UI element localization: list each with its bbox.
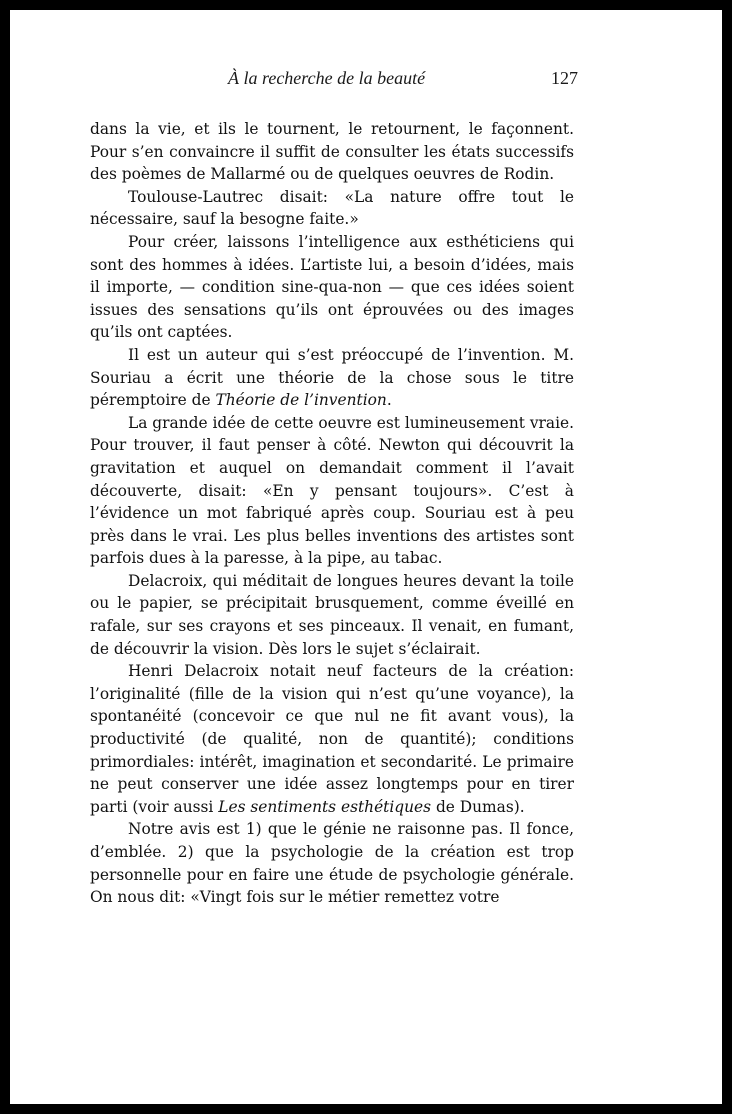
body-text [90,118,574,909]
paragraph: dans la vie, et ils le tournent, le retournent, le façonnent. Pour s’en convaincre il suffit de consulter les états successifs des poèmes de Mallarmé ou de quelques oeuvres de Rodin. [90,120,574,184]
book-page [10,10,722,1104]
running-title: À la recherche de la beauté [228,68,426,88]
paragraph: La grande idée de cette oeuvre est lumineusement vraie. Pour trouver, il faut penser à côté. Newton qui découvrit la gravitation et auquel on demandait comment il l’avait découverte, disait: «En y pensant toujours». C’est à l’évidence un mot fabriqué après coup. Souriau est à peu près dans le vrai. Les plus belles inventions des artistes sont parfois dues à la paresse, à la pipe, au tabac. [90,413,574,568]
paragraph: Henri Delacroix notait neuf facteurs de la création: l’originalité (fille de la vision qui n’est qu’une voyance), la spontanéité (concevoir ce que nul ne fit avant vous), la productivité (de qualité, non de quantité); conditions primordiales: intérêt, imagination et secondarité. Le primaire ne peut conserver une idée assez longtemps pour en tirer parti (voir aussi Les sentiments esthétiques de Dumas). [90,662,574,816]
book-title-theorie-invention: Théorie de l’invention [215,391,387,410]
paragraph: Il est un auteur qui s’est préoccupé de l’invention. M. Souriau a écrit une théorie de la chose sous le titre péremptoire de Théorie de l’invention. [90,345,574,410]
page-number: 127 [551,68,578,88]
paragraph: Toulouse-Lautrec disait: «La nature offre tout le nécessaire, sauf la besogne faite.» [90,187,574,229]
paragraph: Delacroix, qui méditait de longues heures devant la toile ou le papier, se précipitait brusquement, comme éveillé en rafale, sur ses crayons et ses pinceaux. Il venait, en fumant, de découvrir la vision. Dès lors le sujet s’éclairait. [90,571,574,658]
book-title-sentiments-esthetiques: Les sentiments esthétiques [218,797,432,816]
paragraph: Notre avis est 1) que le génie ne raisonne pas. Il fonce, d’emblée. 2) que la psychologie de la création est trop personnelle pour en faire une étude de psychologie générale. On nous dit: «Vingt fois sur le métier remettez votre [90,820,574,907]
paragraph: Pour créer, laissons l’intelligence aux esthéticiens qui sont des hommes à idées. L’artiste lui, a besoin d’idées, mais il importe, — condition sine-qua-non — que ces idées soient issues des sensations qu’ils ont éprouvées ou des images qu’ils ont captées. [90,232,574,342]
